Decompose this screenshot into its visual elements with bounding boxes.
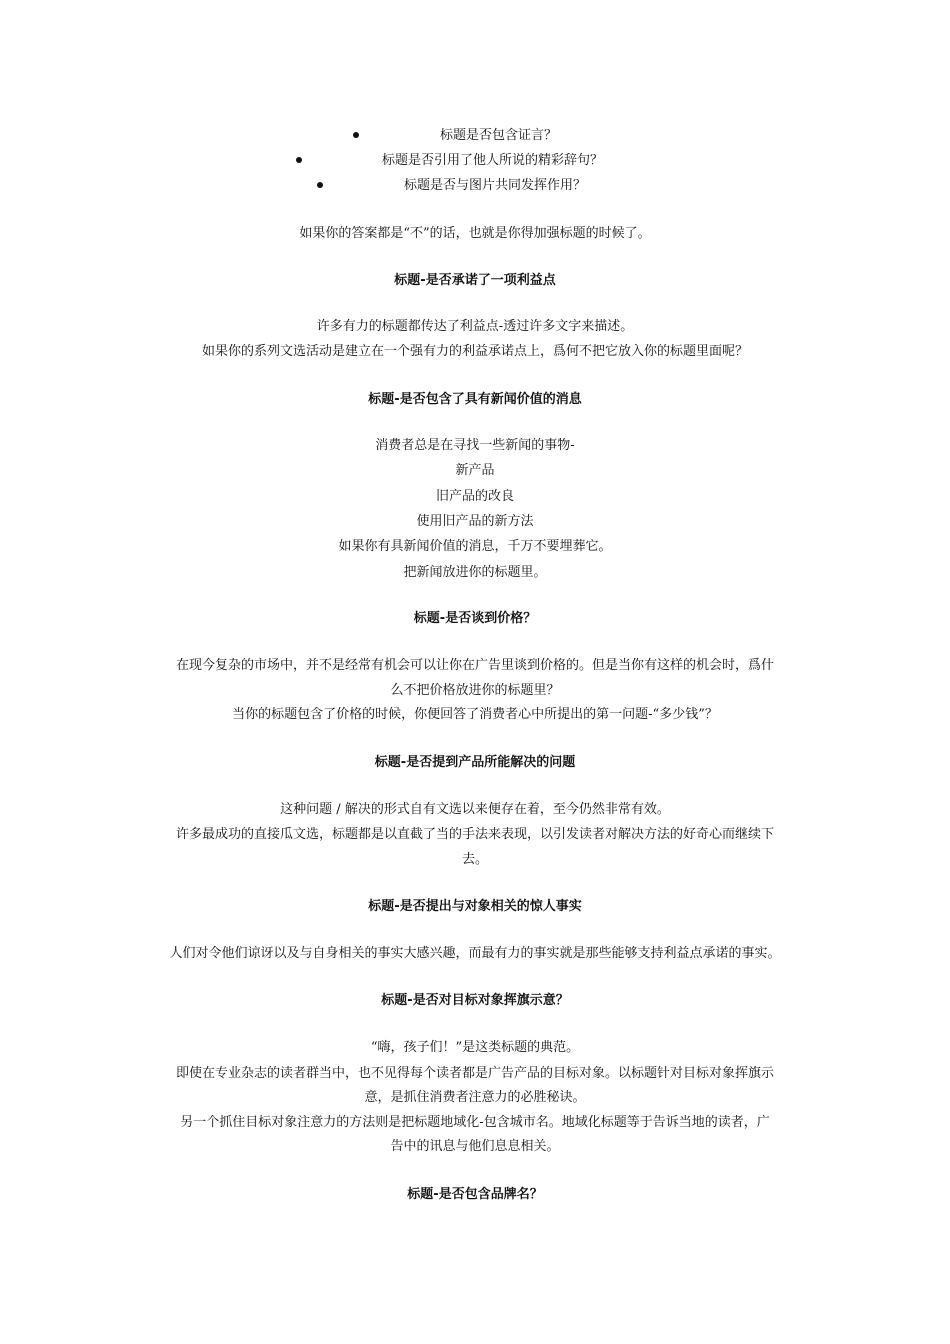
section-heading-problem: 标题-是否提到产品所能解决的问题 xyxy=(374,755,576,770)
bullet-item: 标题是否包含证言？ xyxy=(440,128,558,143)
paragraph-line: 使用旧产品的新方法 xyxy=(416,514,534,529)
paragraph-line: 当你的标题包含了价格的时候，你便回答了消费者心中所提出的第一问题-“多少钱”？ xyxy=(232,707,718,722)
paragraph-line: 去。 xyxy=(461,852,488,867)
bullet-item: 标题是否引用了他人所说的精彩辞句？ xyxy=(382,153,604,168)
paragraph-line: 么不把价格放进你的标题里？ xyxy=(390,683,560,698)
section-heading-news: 标题-是否包含了具有新闻价值的消息 xyxy=(368,392,582,407)
section-heading-benefit: 标题-是否承诺了一项利益点 xyxy=(394,273,556,288)
section-heading-flag: 标题-是否对目标对象挥旗示意？ xyxy=(381,993,569,1008)
section-heading-fact: 标题-是否提出与对象相关的惊人事实 xyxy=(368,899,582,914)
paragraph-line: 许多最成功的直接瓜文选，标题都是以直截了当的手法来表现，以引发读者对解决方法的好奇心而继续下 xyxy=(175,827,774,842)
paragraph-line: 旧产品的改良 xyxy=(435,489,514,504)
paragraph-line: 在现今复杂的市场中，并不是经常有机会可以让你在广告里谈到价格的。但是当你有这样的机会时，爲什 xyxy=(175,658,774,673)
paragraph-line: 另一个抓住目标对象注意力的方法则是把标题地域化-包含城市名。地域化标题等于告诉当地的读者，广 xyxy=(180,1115,770,1130)
paragraph-line: 这种问题 / 解决的形式自有文选以来便存在着，至今仍然非常有效。 xyxy=(280,802,670,817)
paragraph-line: 把新闻放进你的标题里。 xyxy=(403,565,547,580)
paragraph-line: 消费者总是在寻找一些新闻的事物- xyxy=(375,438,575,453)
bullet-dot xyxy=(296,157,302,163)
paragraph-line: 如果你有具新闻价值的消息，千万不要埋葬它。 xyxy=(338,539,612,554)
paragraph-line: 许多有力的标题都传达了利益点-透过许多文字来描述。 xyxy=(316,319,634,334)
paragraph-line: 即使在专业杂志的读者群当中，也不见得每个读者都是广告产品的目标对象。以标题针对目标对象挥旗示 xyxy=(175,1066,774,1081)
paragraph-line: 意，是抓住消费者注意力的必胜秘诀。 xyxy=(364,1090,586,1105)
paragraph-line: 人们对令他们谅讶以及与自身相关的事实大感兴趣，而最有力的事实就是那些能够支持利益点承诺的事实。 xyxy=(169,946,781,961)
section-heading-brand: 标题-是否包含品牌名？ xyxy=(407,1187,543,1202)
paragraph-line: 如果你的系列文选活动是建立在一个强有力的利益承诺点上，爲何不把它放入你的标题里面呢？ xyxy=(201,344,748,359)
bullet-dot xyxy=(353,132,359,138)
paragraph-answer: 如果你的答案都是“不”的话，也就是你得加强标题的时候了。 xyxy=(299,226,651,241)
bullet-dot xyxy=(317,182,323,188)
section-heading-price: 标题-是否谈到价格？ xyxy=(413,611,537,626)
paragraph-line: “嗨，孩子们！”是这类标题的典范。 xyxy=(370,1040,580,1055)
paragraph-line: 新产品 xyxy=(455,463,495,478)
paragraph-line: 告中的讯息与他们息息相关。 xyxy=(390,1139,560,1154)
bullet-item: 标题是否与图片共同发挥作用？ xyxy=(404,178,587,193)
